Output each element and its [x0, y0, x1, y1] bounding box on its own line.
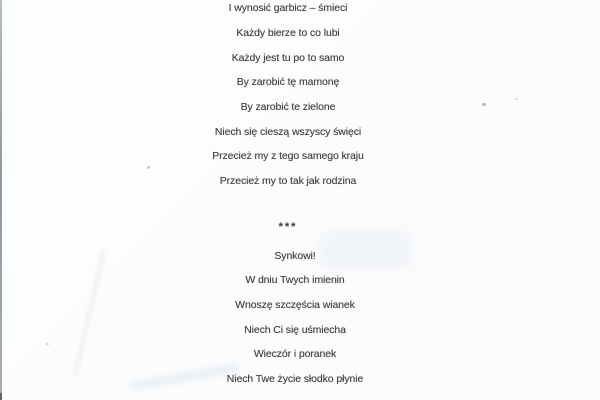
- poem-stanza-1: [0, 0, 576, 194]
- poem-line: Synkowi!: [274, 249, 316, 262]
- poem-line: Wnoszę szczęścia wianek: [235, 298, 355, 311]
- poem-line: Niech Twe życie słodko płynie: [226, 372, 364, 385]
- stanza-separator: ***: [278, 220, 298, 233]
- poem-line: By zarobić tę mamonę: [236, 76, 340, 89]
- poem-line: By zarobić te zielone: [240, 101, 336, 114]
- poem-line: Wieczór i poranek: [253, 348, 337, 361]
- poem-line: Przecież my to tak jak rodzina: [219, 175, 357, 188]
- scan-corner-mark: [0, 393, 2, 400]
- poem-line: Niech się cieszą wszyscy święci: [214, 125, 362, 138]
- poem-line: Niech Ci się uśmiecha: [244, 323, 346, 336]
- poem-line: Przecież my z tego samego kraju: [212, 150, 364, 163]
- poem-stanza-2: [7, 243, 583, 391]
- poem-line: Każdy jest tu po to samo: [231, 51, 345, 64]
- poem-line: I wynosić garbicz – śmieci: [228, 2, 348, 15]
- poem-line: Każdy bierze to co lubi: [236, 27, 340, 40]
- poem-line: W dniu Twych imienin: [245, 274, 345, 287]
